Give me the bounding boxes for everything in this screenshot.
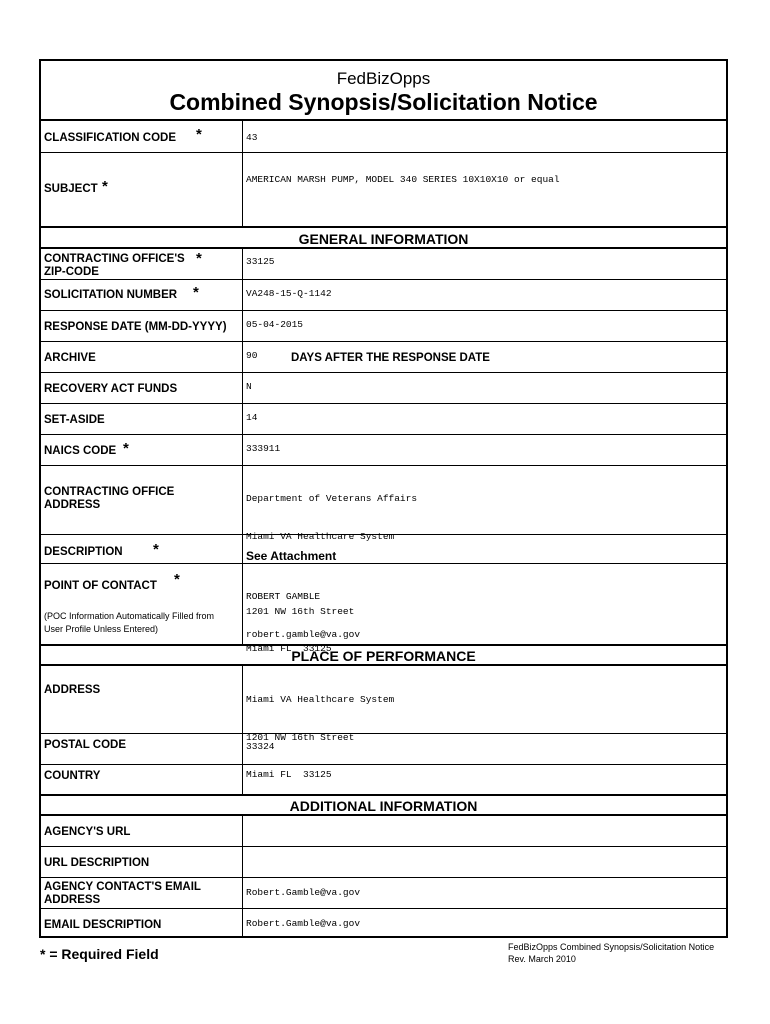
agency-contact-email-label-line2: ADDRESS bbox=[44, 894, 101, 906]
subject-value[interactable]: AMERICAN MARSH PUMP, MODEL 340 SERIES 10X10X10 or equal bbox=[246, 174, 560, 185]
poc-note-line1: (POC Information Automatically Filled from bbox=[44, 611, 215, 621]
section-additional bbox=[41, 796, 726, 816]
required-star: * bbox=[123, 440, 129, 457]
zip-code-label-line1: CONTRACTING OFFICE'S bbox=[44, 253, 185, 265]
form-revision: Rev. March 2010 bbox=[508, 954, 576, 964]
classification-code-value[interactable]: 43 bbox=[246, 132, 258, 143]
required-field-note: * = Required Field bbox=[40, 946, 159, 962]
zip-code-label-line2: ZIP-CODE bbox=[44, 266, 99, 278]
description-value[interactable]: See Attachment bbox=[246, 549, 337, 563]
postal-code-label: POSTAL CODE bbox=[44, 739, 126, 751]
poc-label: POINT OF CONTACT bbox=[44, 580, 157, 592]
naics-label: NAICS CODE bbox=[44, 445, 117, 457]
section-place bbox=[41, 646, 726, 666]
row-naics bbox=[41, 435, 726, 466]
row-description bbox=[41, 535, 726, 564]
address-line: Department of Veterans Affairs bbox=[246, 493, 418, 504]
response-date-label: RESPONSE DATE (MM-DD-YYYY) bbox=[44, 321, 227, 333]
required-star: * bbox=[196, 250, 202, 267]
row-recovery-act bbox=[41, 373, 726, 404]
address-line: 1201 NW 16th Street bbox=[246, 605, 355, 617]
email-description-value[interactable]: Robert.Gamble@va.gov bbox=[246, 918, 361, 929]
email-description-label: EMAIL DESCRIPTION bbox=[44, 919, 162, 931]
row-agency-url bbox=[41, 816, 726, 847]
office-address-label-line1: CONTRACTING OFFICE bbox=[44, 486, 175, 498]
poc-name: ROBERT GAMBLE bbox=[246, 591, 321, 602]
description-label: DESCRIPTION bbox=[44, 546, 123, 558]
row-agency-contact-email bbox=[41, 878, 726, 909]
row-postal-code bbox=[41, 731, 726, 765]
row-set-aside bbox=[41, 404, 726, 435]
subject-label: SUBJECT bbox=[44, 183, 98, 195]
recovery-act-label: RECOVERY ACT FUNDS bbox=[44, 383, 178, 395]
zip-code-value[interactable]: 33125 bbox=[246, 256, 275, 267]
section-additional-title: ADDITIONAL INFORMATION bbox=[289, 798, 478, 814]
required-star: * bbox=[153, 541, 159, 558]
response-date-value[interactable]: 05-04-2015 bbox=[246, 319, 304, 330]
required-star: * bbox=[102, 178, 108, 195]
pop-address-label: ADDRESS bbox=[44, 684, 101, 696]
required-star: * bbox=[196, 126, 202, 143]
address-line: Miami VA Healthcare System bbox=[246, 530, 395, 542]
row-response-date bbox=[41, 311, 726, 342]
row-point-of-contact bbox=[41, 564, 726, 646]
agency-url-label: AGENCY'S URL bbox=[44, 826, 131, 838]
archive-suffix: DAYS AFTER THE RESPONSE DATE bbox=[291, 352, 490, 364]
required-star: * bbox=[193, 284, 199, 301]
address-line: Miami FL 33125 bbox=[246, 643, 332, 654]
url-description-label: URL DESCRIPTION bbox=[44, 857, 150, 869]
solicitation-form bbox=[39, 59, 728, 938]
address-line: Miami VA Healthcare System bbox=[246, 694, 395, 705]
form-subtitle: FedBizOpps bbox=[336, 69, 431, 88]
form-name: FedBizOpps Combined Synopsis/Solicitation Notice bbox=[508, 942, 715, 952]
section-place-title: PLACE OF PERFORMANCE bbox=[291, 648, 476, 664]
row-subject bbox=[41, 153, 726, 228]
archive-label: ARCHIVE bbox=[44, 352, 96, 364]
form-title: Combined Synopsis/Solicitation Notice bbox=[169, 89, 598, 115]
agency-contact-email-label-line1: AGENCY CONTACT'S EMAIL bbox=[44, 881, 201, 893]
address-line: 1201 NW 16th Street bbox=[246, 731, 355, 743]
row-classification-code bbox=[41, 121, 726, 153]
postal-code-value[interactable]: 33324 bbox=[246, 741, 275, 752]
row-zip-code bbox=[41, 249, 726, 280]
naics-value[interactable]: 333911 bbox=[246, 443, 281, 454]
classification-code-label: CLASSIFICATION CODE bbox=[44, 132, 177, 144]
form-header bbox=[41, 61, 726, 121]
row-archive bbox=[41, 342, 726, 373]
recovery-act-value[interactable]: N bbox=[246, 381, 252, 392]
row-solicitation-number bbox=[41, 280, 726, 311]
set-aside-label: SET-ASIDE bbox=[44, 414, 105, 426]
office-address-label-line2: ADDRESS bbox=[44, 499, 101, 511]
form-revision-info bbox=[508, 941, 714, 965]
solicitation-number-label: SOLICITATION NUMBER bbox=[44, 289, 178, 301]
solicitation-number-value[interactable]: VA248-15-Q-1142 bbox=[246, 288, 332, 299]
country-label: COUNTRY bbox=[44, 770, 101, 782]
archive-value[interactable]: 90 bbox=[246, 350, 258, 361]
agency-contact-email-value[interactable]: Robert.Gamble@va.gov bbox=[246, 887, 361, 898]
required-star: * bbox=[174, 571, 180, 588]
poc-email: robert.gamble@va.gov bbox=[246, 628, 361, 640]
address-line: Miami FL 33125 bbox=[246, 769, 332, 780]
set-aside-value[interactable]: 14 bbox=[246, 412, 258, 423]
row-email-description bbox=[41, 909, 726, 936]
section-general-title: GENERAL INFORMATION bbox=[298, 231, 469, 247]
poc-note-line2: User Profile Unless Entered) bbox=[44, 624, 159, 634]
row-country bbox=[41, 765, 726, 796]
row-url-description bbox=[41, 847, 726, 878]
section-general bbox=[41, 228, 726, 249]
